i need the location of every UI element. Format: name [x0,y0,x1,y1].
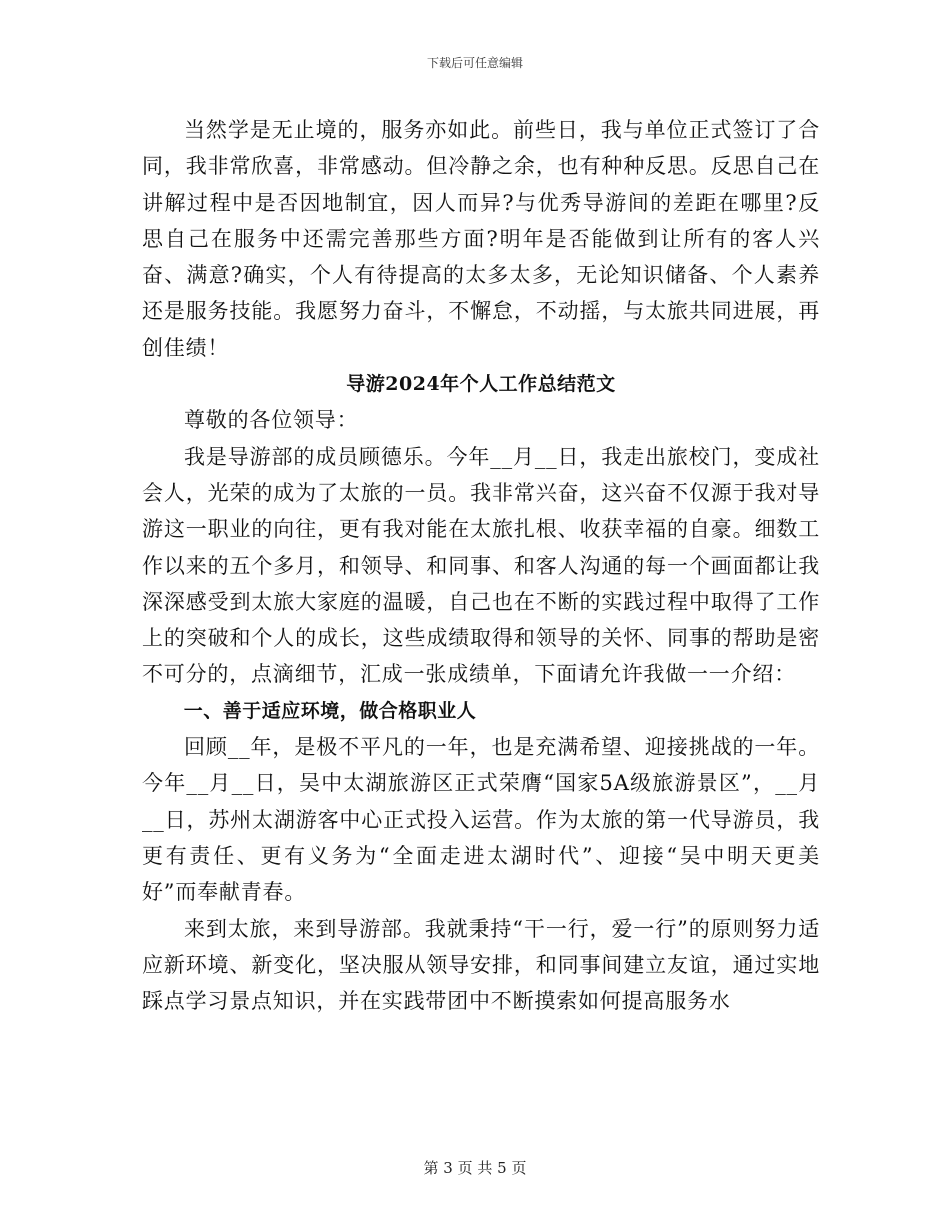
page-number-footer: 第 3 页 共 5 页 [423,1159,527,1177]
document-title: 导游2024年个人工作总结范文 [346,373,616,396]
intro-paragraph: 我是导游部的成员顾德乐。今年__月__日，我走出旅校门，变成社会人，光荣的成为了太旅的一员。我非常兴奋，这兴奋不仅源于我对导游这一职业的向往，更有我对能在太旅扎根、收获幸福的自豪。细数工作以来的五个多月，和领导、和同事、和客人沟通的每一个画面都让我深深感受到太旅大家庭的温暖，自己也在不断的实践过程中取得了工作上的突破和个人的成长，这些成绩取得和领导的关怀、同事的帮助是密不可分的，点滴细节，汇成一张成绩单，下面请允许我做一一介绍： [142,444,820,687]
greeting-line: 尊敬的各位领导： [184,408,359,433]
section-heading: 一、善于适应环境，做合格职业人 [183,699,477,722]
closing-paragraph: 当然学是无止境的，服务亦如此。前些日，我与单位正式签订了合同，我非常欣喜，非常感动。但冷静之余，也有种种反思。反思自己在讲解过程中是否因地制宜，因人而异?与优秀导游间的差距在哪里?反思自己在服务中还需完善那些方面?明年是否能做到让所有的客人兴奋、满意?确实，个人有待提高的太多太多，无论知识储备、个人素养还是服务技能。我愿努力奋斗，不懈怠，不动摇，与太旅共同进展，再创佳绩！ [142,118,820,360]
document-body [142,112,820,1019]
section-paragraph: 回顾__年，是极不平凡的一年，也是充满希望、迎接挑战的一年。今年__月__日，吴中太湖旅游区正式荣膺“国家5A级旅游景区”，__月__日，苏州太湖游客中心正式投入运营。作为太旅的第一代导游员，我更有责任、更有义务为“全面走进太湖时代”、迎接“吴中明天更美好”而奉献青春。 [142,735,820,905]
section-paragraph: 来到太旅，来到导游部。我就秉持“干一行，爱一行”的原则努力适应新环境、新变化，坚决服从领导安排，和同事间建立友谊，通过实地踩点学习景点知识，并在实践带团中不断摸索如何提高服务水 [142,916,820,1014]
page-header: 下载后可任意编辑 [426,56,523,70]
